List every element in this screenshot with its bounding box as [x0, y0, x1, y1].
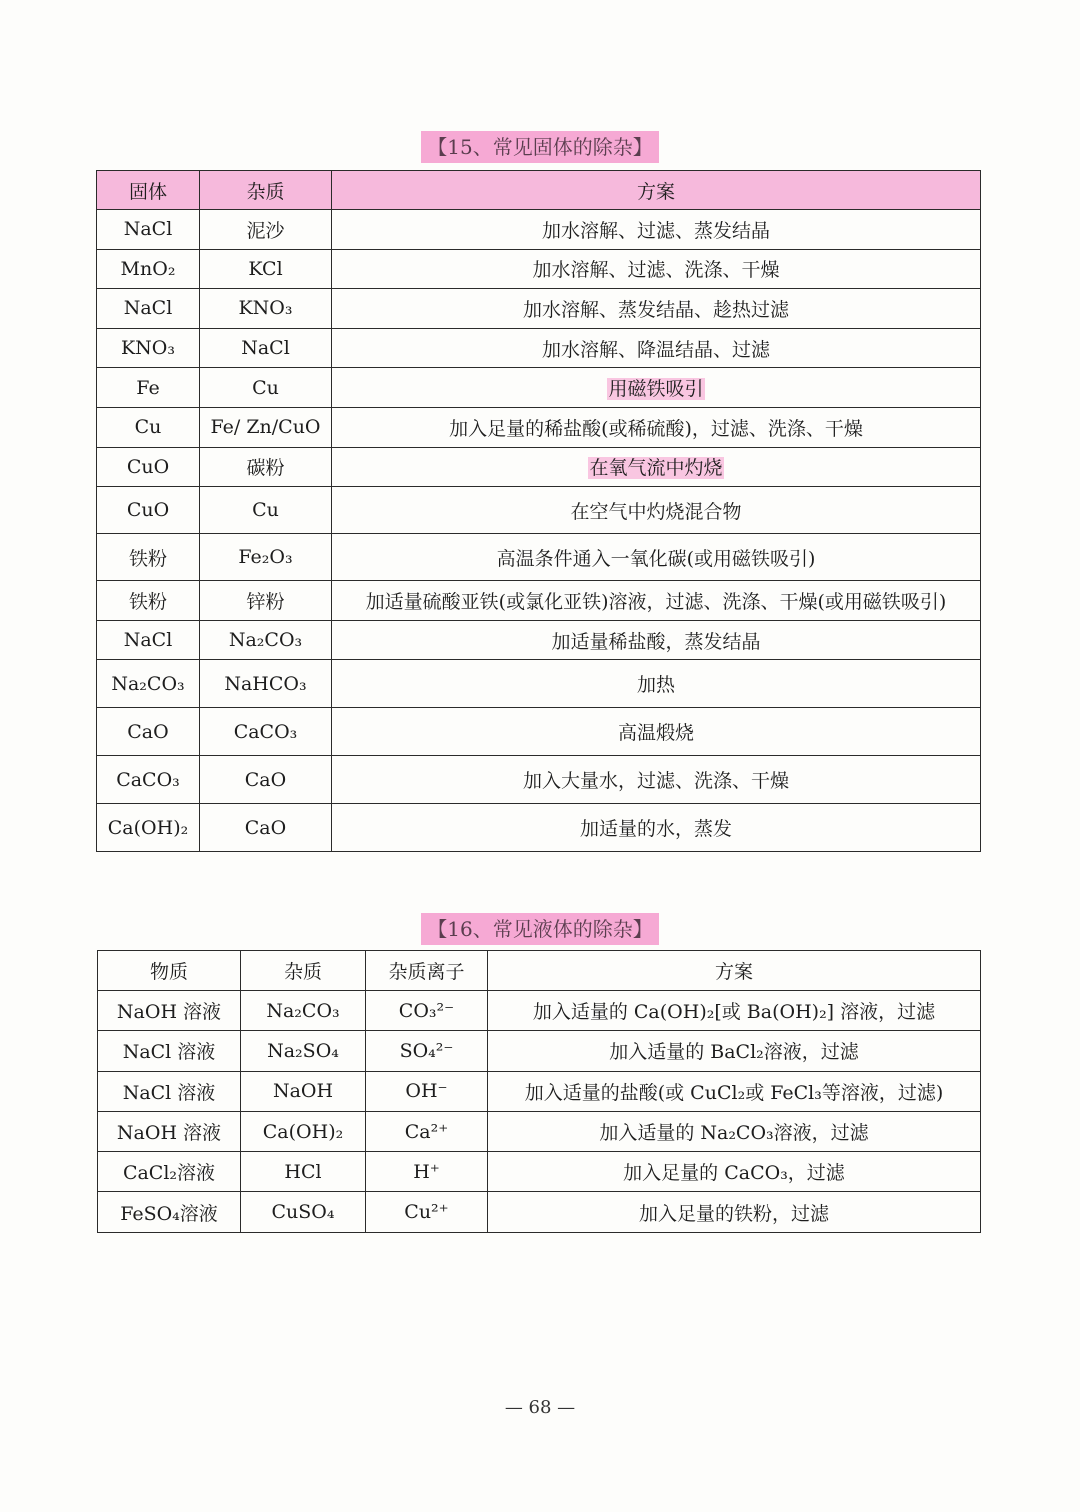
cell-impurity: NaOH: [241, 1071, 366, 1111]
header-impurity: 杂质: [200, 171, 332, 210]
cell-substance: CaCl₂溶液: [98, 1152, 241, 1192]
cell-method: 高温条件通入一氧化碳(或用磁铁吸引): [332, 534, 981, 581]
highlighted-method: 用磁铁吸引: [608, 378, 704, 401]
cell-solid: Na₂CO₃: [97, 660, 200, 708]
cell-impurity-ion: Cu²⁺: [366, 1192, 488, 1232]
cell-impurity-ion: SO₄²⁻: [366, 1031, 488, 1071]
cell-method: 加水溶解、蒸发结晶、趁热过滤: [332, 289, 981, 329]
cell-impurity: Na₂SO₄: [241, 1031, 366, 1071]
table-row: [97, 708, 981, 756]
cell-impurity: KNO₃: [200, 289, 332, 329]
cell-method: 加入适量的 BaCl₂溶液，过滤: [488, 1031, 981, 1071]
table-row: [98, 1071, 981, 1111]
cell-impurity: CaO: [200, 756, 332, 804]
cell-method: 加入足量的铁粉，过滤: [488, 1192, 981, 1232]
section-16-title-text: 【16、常见液体的除杂】: [421, 913, 658, 945]
solid-purification-table: [96, 170, 981, 852]
cell-solid: 铁粉: [97, 581, 200, 621]
table-row: [97, 660, 981, 708]
table-row: [98, 1152, 981, 1192]
cell-substance: NaOH 溶液: [98, 1111, 241, 1151]
cell-method: 加热: [332, 660, 981, 708]
cell-impurity-ion: OH⁻: [366, 1071, 488, 1111]
section-16-title: [0, 913, 1080, 945]
cell-method: 加适量稀盐酸，蒸发结晶: [332, 620, 981, 660]
header-solid: 固体: [97, 171, 200, 210]
cell-solid: CaO: [97, 708, 200, 756]
page-number: — 68 —: [504, 1397, 576, 1418]
header-impurity: 杂质: [241, 951, 366, 991]
table-row: [97, 328, 981, 368]
cell-method: 加入适量的 Na₂CO₃溶液，过滤: [488, 1111, 981, 1151]
cell-solid: Fe: [97, 368, 200, 408]
cell-solid: Cu: [97, 407, 200, 447]
table-row: [98, 1192, 981, 1232]
table-row: [97, 407, 981, 447]
table-row: [97, 368, 981, 408]
cell-impurity: Cu: [200, 368, 332, 408]
table-row: [97, 289, 981, 329]
cell-method: 加入足量的 CaCO₃，过滤: [488, 1152, 981, 1192]
cell-solid: CuO: [97, 447, 200, 487]
table-row: [97, 620, 981, 660]
cell-solid: Ca(OH)₂: [97, 804, 200, 852]
cell-method: 加入大量水，过滤、洗涤、干燥: [332, 756, 981, 804]
table-row: [97, 487, 981, 534]
cell-method: 加水溶解、降温结晶、过滤: [332, 328, 981, 368]
header-substance: 物质: [98, 951, 241, 991]
cell-method: 加入适量的 Ca(OH)₂[或 Ba(OH)₂] 溶液，过滤: [488, 991, 981, 1031]
cell-solid: CuO: [97, 487, 200, 534]
cell-impurity-ion: CO₃²⁻: [366, 991, 488, 1031]
highlighted-method: 在氧气流中灼烧: [589, 457, 723, 480]
cell-impurity: Cu: [200, 487, 332, 534]
cell-impurity: CaCO₃: [200, 708, 332, 756]
cell-impurity: NaCl: [200, 328, 332, 368]
table-row: [97, 581, 981, 621]
cell-method: 加入适量的盐酸(或 CuCl₂或 FeCl₃等溶液，过滤): [488, 1071, 981, 1111]
section-15-title: [0, 131, 1080, 163]
cell-impurity-ion: Ca²⁺: [366, 1111, 488, 1151]
cell-impurity: NaHCO₃: [200, 660, 332, 708]
header-method: 方案: [332, 171, 981, 210]
cell-substance: NaCl 溶液: [98, 1071, 241, 1111]
cell-method: [332, 368, 981, 408]
cell-impurity: KCl: [200, 249, 332, 289]
cell-method: 加水溶解、过滤、洗涤、干燥: [332, 249, 981, 289]
cell-method: 加适量硫酸亚铁(或氯化亚铁)溶液，过滤、洗涤、干燥(或用磁铁吸引): [332, 581, 981, 621]
table-row: [98, 1031, 981, 1071]
cell-substance: NaCl 溶液: [98, 1031, 241, 1071]
cell-solid: KNO₃: [97, 328, 200, 368]
header-impurity-ion: 杂质离子: [366, 951, 488, 991]
cell-method: [332, 447, 981, 487]
cell-impurity: Ca(OH)₂: [241, 1111, 366, 1151]
cell-impurity: 碳粉: [200, 447, 332, 487]
cell-impurity: CaO: [200, 804, 332, 852]
cell-impurity: CuSO₄: [241, 1192, 366, 1232]
cell-impurity: HCl: [241, 1152, 366, 1192]
table-header-row: [97, 171, 981, 210]
table-row: [97, 756, 981, 804]
cell-method: 在空气中灼烧混合物: [332, 487, 981, 534]
cell-method: 加适量的水，蒸发: [332, 804, 981, 852]
cell-solid: NaCl: [97, 289, 200, 329]
cell-impurity: 泥沙: [200, 210, 332, 250]
table-row: [98, 991, 981, 1031]
cell-impurity: Fe₂O₃: [200, 534, 332, 581]
cell-solid: NaCl: [97, 620, 200, 660]
cell-impurity: Fe/ Zn/CuO: [200, 407, 332, 447]
table-row: [97, 249, 981, 289]
cell-method: 加入足量的稀盐酸(或稀硫酸)，过滤、洗涤、干燥: [332, 407, 981, 447]
cell-substance: NaOH 溶液: [98, 991, 241, 1031]
cell-impurity: Na₂CO₃: [241, 991, 366, 1031]
cell-impurity: 锌粉: [200, 581, 332, 621]
cell-impurity-ion: H⁺: [366, 1152, 488, 1192]
cell-substance: FeSO₄溶液: [98, 1192, 241, 1232]
table-row: [97, 447, 981, 487]
cell-solid: 铁粉: [97, 534, 200, 581]
section-15-title-text: 【15、常见固体的除杂】: [421, 131, 658, 163]
table-row: [97, 804, 981, 852]
cell-solid: NaCl: [97, 210, 200, 250]
table-row: [97, 210, 981, 250]
cell-method: 高温煅烧: [332, 708, 981, 756]
header-method: 方案: [488, 951, 981, 991]
table-row: [98, 1111, 981, 1151]
table-header-row: [98, 951, 981, 991]
table-row: [97, 534, 981, 581]
cell-solid: CaCO₃: [97, 756, 200, 804]
cell-impurity: Na₂CO₃: [200, 620, 332, 660]
cell-solid: MnO₂: [97, 249, 200, 289]
cell-method: 加水溶解、过滤、蒸发结晶: [332, 210, 981, 250]
liquid-purification-table: [97, 950, 981, 1233]
